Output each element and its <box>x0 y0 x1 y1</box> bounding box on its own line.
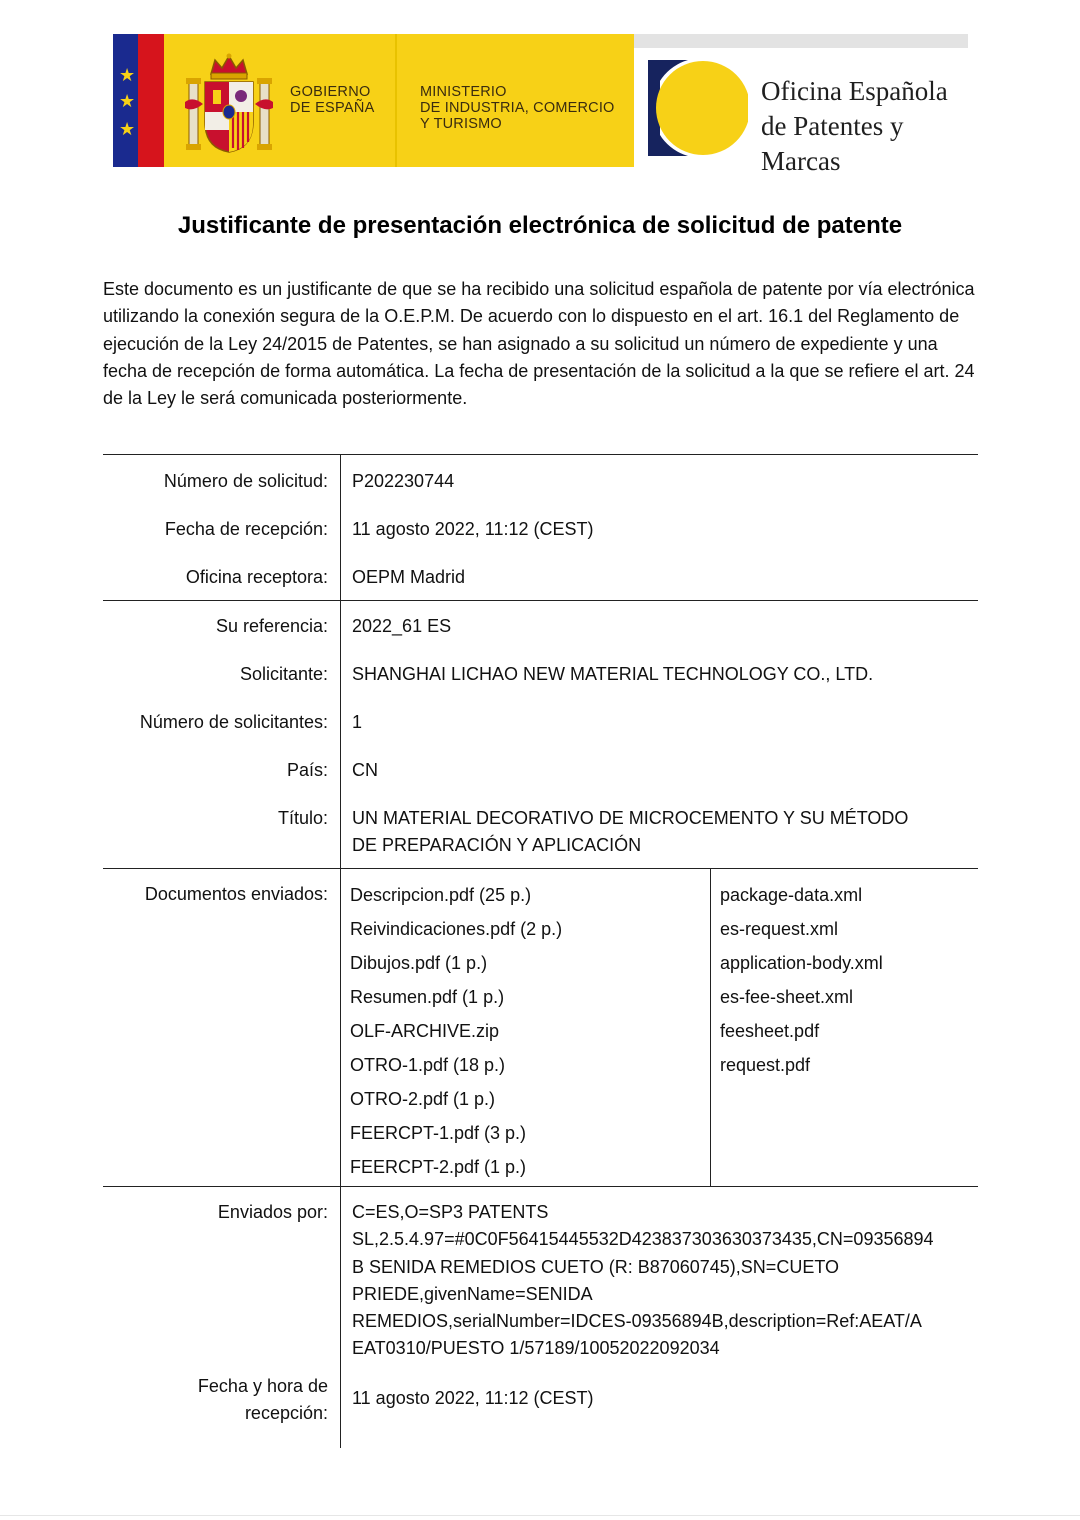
fecha-label: Fecha de recepción: <box>164 519 328 539</box>
page-title: Justificante de presentación electrónica de solicitud de patente <box>177 212 903 239</box>
oepm-logo-icon <box>648 60 748 156</box>
referencia-label: Su referencia: <box>215 616 328 636</box>
enviados-label: Enviados por: <box>217 1202 328 1222</box>
documents-column-1 <box>341 869 711 1186</box>
document-item: OTRO-1.pdf (18 p.) <box>350 1055 506 1075</box>
document-item: Reivindicaciones.pdf (2 p.) <box>350 919 563 939</box>
numero-label: Número de solicitud: <box>163 471 328 491</box>
document-item: Dibujos.pdf (1 p.) <box>350 953 488 973</box>
label-column <box>103 455 341 600</box>
document-item: FEERCPT-2.pdf (1 p.) <box>350 1157 527 1177</box>
value-column <box>341 1187 978 1448</box>
flag-stripe <box>138 34 164 167</box>
ministry-label: MINISTERIO DE INDUSTRIA, COMERCIO Y TURISMO <box>420 84 615 132</box>
header-grey-bar <box>634 34 968 48</box>
titulo-value-line2: DE PREPARACIÓN Y APLICACIÓN <box>352 835 642 855</box>
coat-of-arms-icon <box>185 52 273 156</box>
government-label: GOBIERNO DE ESPAÑA <box>290 84 375 116</box>
numero-value: P202230744 <box>352 471 455 491</box>
document-item: es-fee-sheet.xml <box>720 987 854 1007</box>
reception-section <box>103 454 978 600</box>
page-bottom-edge <box>0 1515 1080 1516</box>
document-item: FEERCPT-1.pdf (3 p.) <box>350 1123 527 1143</box>
office-name: Oficina Española de Patentes y Marcas <box>761 76 948 176</box>
pais-label: País: <box>286 760 328 780</box>
oficina-label: Oficina receptora: <box>185 567 328 587</box>
document-item: feesheet.pdf <box>720 1021 820 1041</box>
value-column <box>341 601 978 868</box>
submission-table <box>103 454 978 1448</box>
num-solicitantes-value: 1 <box>352 712 363 732</box>
label-column <box>103 601 341 868</box>
document-item: package-data.xml <box>720 885 863 905</box>
oficina-value: OEPM Madrid <box>352 567 466 587</box>
document-item: Resumen.pdf (1 p.) <box>350 987 505 1007</box>
value-column <box>341 455 978 600</box>
documents-section <box>103 868 978 1186</box>
divider <box>395 34 397 167</box>
fecha-value: 11 agosto 2022, 11:12 (CEST) <box>352 519 594 539</box>
applicant-section <box>103 600 978 868</box>
label-column <box>103 869 341 1186</box>
star-icon: ★ <box>119 119 136 139</box>
fecha-hora-label-line1: Fecha y hora de <box>197 1376 328 1396</box>
pais-value: CN <box>352 760 378 780</box>
document-item: Descripcion.pdf (25 p.) <box>350 885 532 905</box>
titulo-value-line1: UN MATERIAL DECORATIVO DE MICROCEMENTO Y SU MÉTODO <box>352 808 909 828</box>
titulo-label: Título: <box>277 808 328 828</box>
intro-paragraph: Este documento es un justificante de que se ha recibido una solicitud española de patente por vía electrónica utilizando la conexión segura de la O.E.P.M. De acuerdo con lo dispuesto en el art. 16.1 del Reglamento de ejecución de la Ley 24/2015 de Patentes, se han asignado a su solicitud un número de expediente y una fecha de recepción de forma automática. La fecha de presentación de la solicitud a la que se refiere el art. 24 de la Ley le será comunicada posteriormente. <box>103 279 975 409</box>
eu-stripe <box>113 34 138 167</box>
document-item: application-body.xml <box>720 953 883 973</box>
sender-section <box>103 1186 978 1448</box>
referencia-value: 2022_61 ES <box>352 616 452 636</box>
solicitante-label: Solicitante: <box>239 664 328 684</box>
fecha-hora-label-line2: recepción: <box>244 1403 328 1423</box>
document-item: es-request.xml <box>720 919 839 939</box>
solicitante-value: SHANGHAI LICHAO NEW MATERIAL TECHNOLOGY CO., LTD. <box>352 664 874 684</box>
documentos-label: Documentos enviados: <box>144 884 328 904</box>
fecha-hora-value: 11 agosto 2022, 11:12 (CEST) <box>352 1387 594 1408</box>
document-item: OLF-ARCHIVE.zip <box>350 1021 500 1041</box>
star-icon: ★ <box>119 91 136 111</box>
documents-list <box>341 869 978 1186</box>
num-solicitantes-label: Número de solicitantes: <box>139 712 328 732</box>
document-item: OTRO-2.pdf (1 p.) <box>350 1089 496 1109</box>
label-column <box>103 1187 341 1448</box>
star-icon: ★ <box>119 65 136 85</box>
document-item: request.pdf <box>720 1055 811 1075</box>
enviados-value: C=ES,O=SP3 PATENTS SL,2.5.4.97=#0C0F56415445532D423837303630373435,CN=09356894 B SENIDA REMEDIOS CUETO (R: B87060745),SN=CUETO PRIEDE,givenName=SENIDA REMEDIOS,serialNumber=IDCES-09356894B,description=Ref:AEAT/A EAT0310/PUESTO 1/57189/10052022092034 <box>352 1202 934 1359</box>
government-banner <box>113 34 634 167</box>
page-header <box>113 34 968 176</box>
documents-column-2 <box>711 869 978 1186</box>
